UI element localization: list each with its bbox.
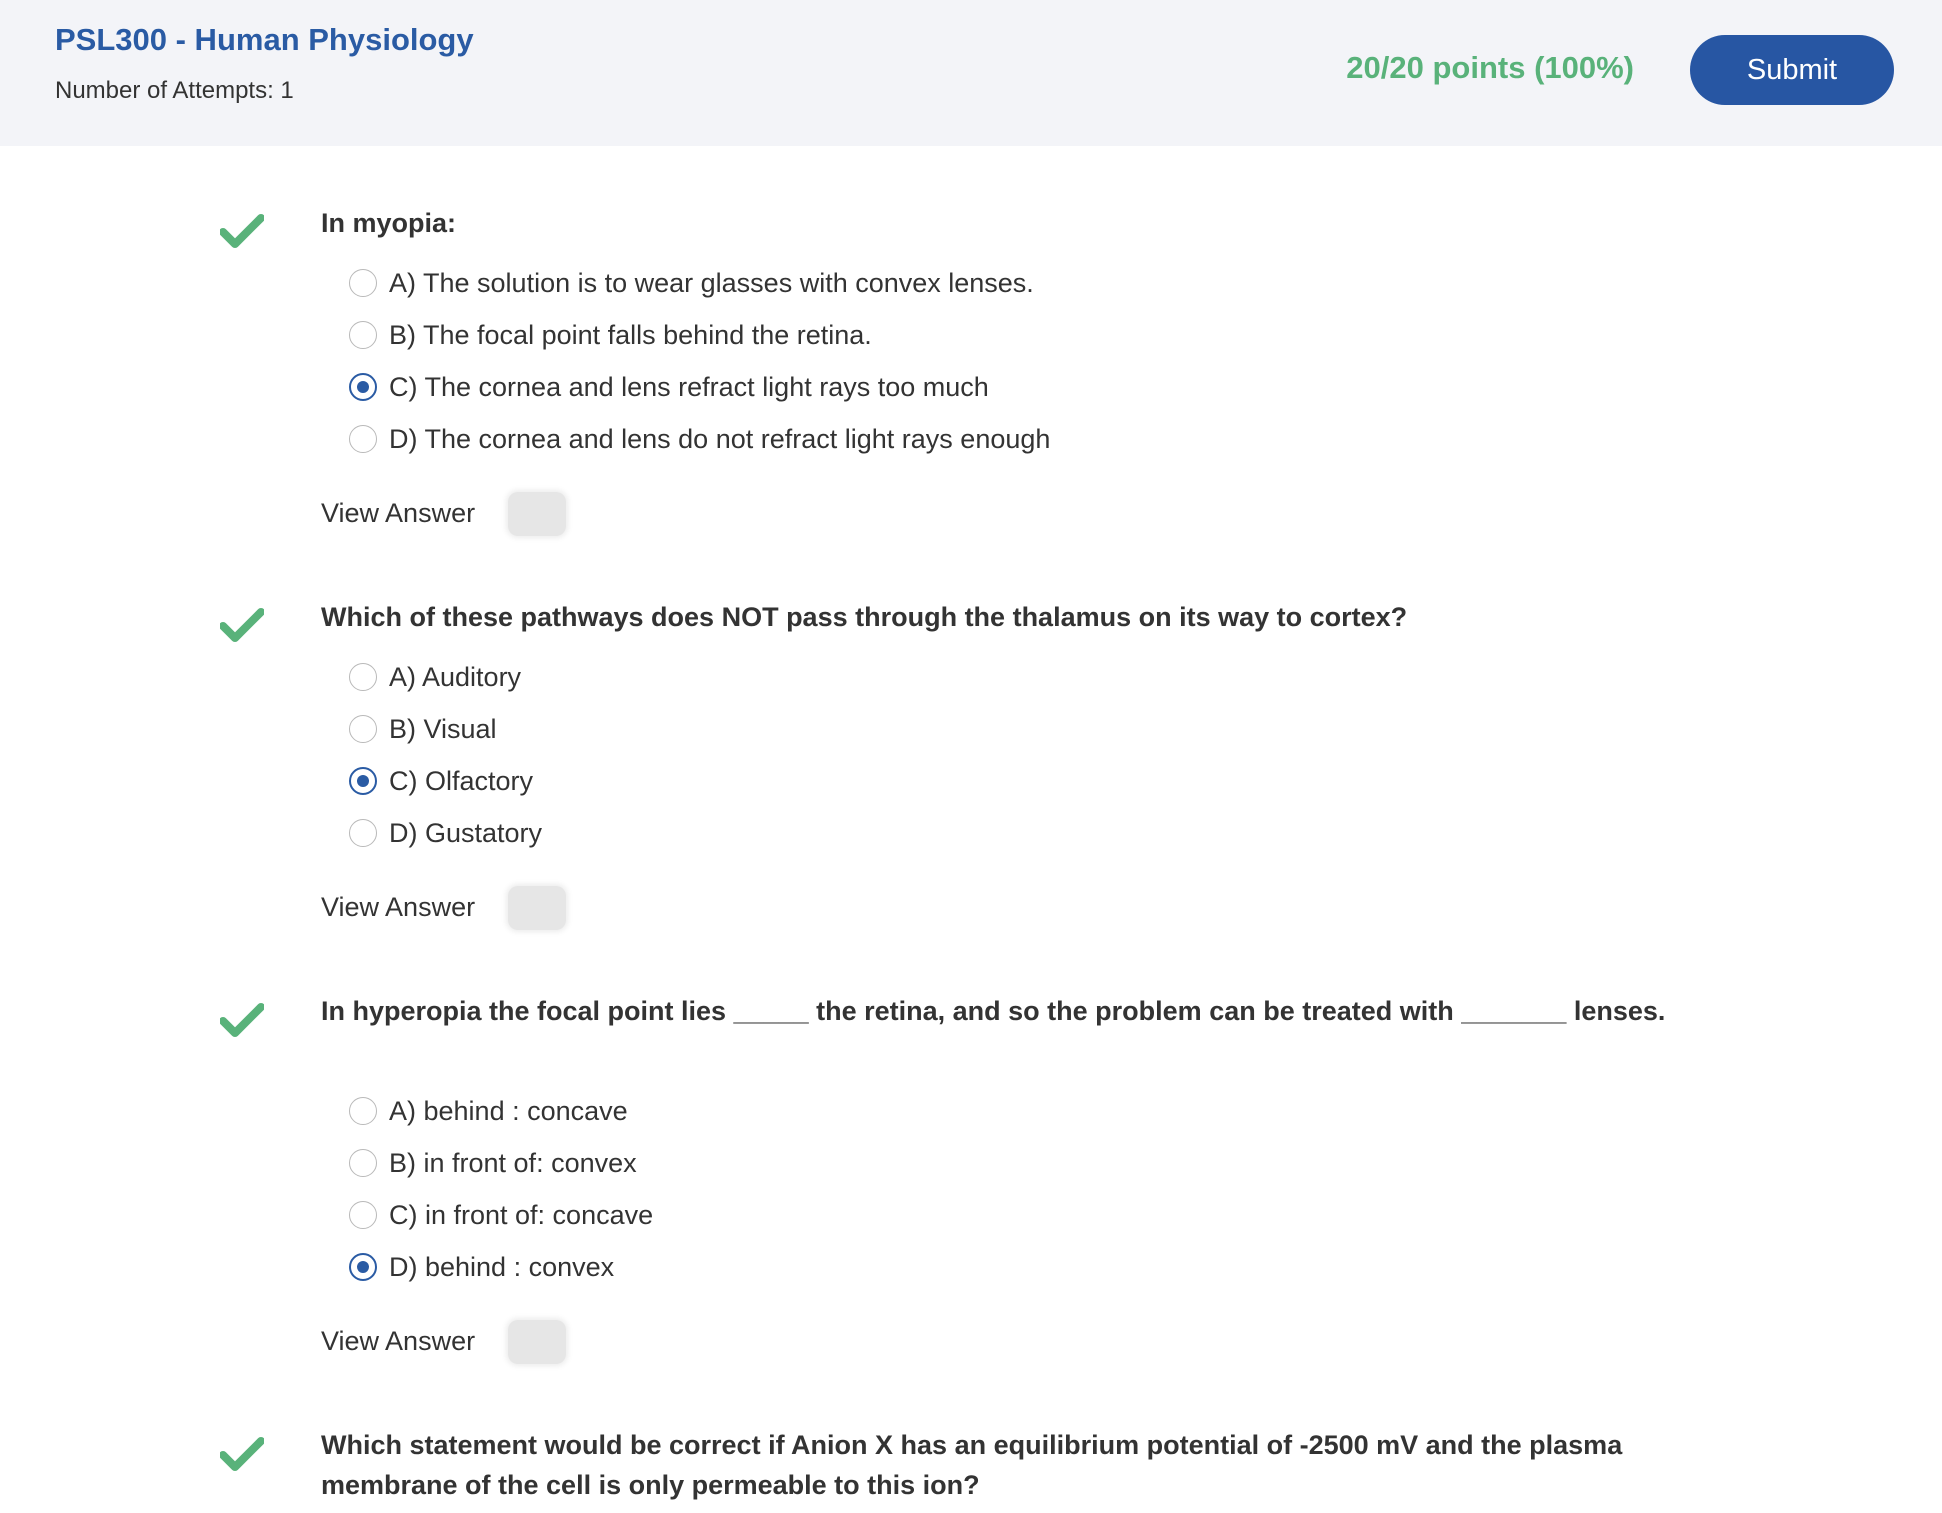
option-label: D) Gustatory [389, 817, 543, 848]
option-label: B) The focal point falls behind the retina. [389, 319, 872, 350]
radio-button[interactable] [349, 819, 377, 847]
option-b[interactable] [349, 711, 497, 747]
radio-button[interactable] [349, 715, 377, 743]
view-answer-label: View Answer [321, 1326, 476, 1356]
view-answer-label: View Answer [321, 892, 476, 922]
radio-button[interactable] [349, 1201, 377, 1229]
question-text: Which statement would be correct if Anion X has an equilibrium potential of -2500 mV and the plasma membrane of the cell is only permeable to this ion? [321, 1430, 1623, 1500]
attempts-count: Number of Attempts: 1 [55, 77, 294, 104]
option-a[interactable] [349, 659, 521, 695]
score-display: 20/20 points (100%) [1346, 50, 1634, 85]
hidden-answer-toggle[interactable] [508, 1320, 566, 1364]
option-label: B) in front of: convex [389, 1147, 637, 1178]
option-label: D) behind : convex [389, 1251, 615, 1282]
radio-button-selected[interactable] [349, 767, 377, 795]
checkmark-icon [220, 1003, 264, 1039]
radio-button-selected[interactable] [349, 1253, 377, 1281]
checkmark-icon [220, 1437, 264, 1473]
option-label: C) Olfactory [389, 765, 534, 796]
option-label: A) behind : concave [389, 1095, 628, 1126]
option-d[interactable] [349, 421, 1050, 457]
radio-button[interactable] [349, 1149, 377, 1177]
view-answer-label: View Answer [321, 498, 476, 528]
hidden-answer-toggle[interactable] [508, 492, 566, 536]
radio-button-selected[interactable] [349, 373, 377, 401]
option-label: A) Auditory [389, 661, 522, 692]
radio-button[interactable] [349, 663, 377, 691]
question-text: In hyperopia the focal point lies _____ the retina, and so the problem can be treated with _______ lenses. [321, 996, 1666, 1026]
option-c[interactable] [349, 763, 533, 799]
radio-button[interactable] [349, 269, 377, 297]
question-text: In myopia: [321, 208, 457, 238]
option-d[interactable] [349, 815, 542, 851]
question-text: Which of these pathways does NOT pass through the thalamus on its way to cortex? [321, 602, 1408, 632]
option-b[interactable] [349, 1145, 637, 1181]
option-a[interactable] [349, 265, 1034, 301]
course-title: PSL300 - Human Physiology [55, 22, 474, 57]
radio-button[interactable] [349, 1097, 377, 1125]
quiz-header [0, 0, 1942, 146]
option-b[interactable] [349, 317, 872, 353]
option-c[interactable] [349, 1197, 653, 1233]
option-c[interactable] [349, 369, 989, 405]
option-label: A) The solution is to wear glasses with convex lenses. [389, 267, 1034, 298]
option-d[interactable] [349, 1249, 614, 1285]
option-label: C) The cornea and lens refract light rays too much [389, 371, 989, 402]
checkmark-icon [220, 214, 264, 250]
radio-button[interactable] [349, 321, 377, 349]
option-label: C) in front of: concave [389, 1199, 654, 1230]
hidden-answer-toggle[interactable] [508, 886, 566, 930]
submit-button[interactable]: Submit [1690, 35, 1894, 105]
option-label: B) Visual [389, 713, 497, 744]
option-a[interactable] [349, 1093, 628, 1129]
checkmark-icon [220, 608, 264, 644]
radio-button[interactable] [349, 425, 377, 453]
option-label: D) The cornea and lens do not refract light rays enough [389, 423, 1051, 454]
